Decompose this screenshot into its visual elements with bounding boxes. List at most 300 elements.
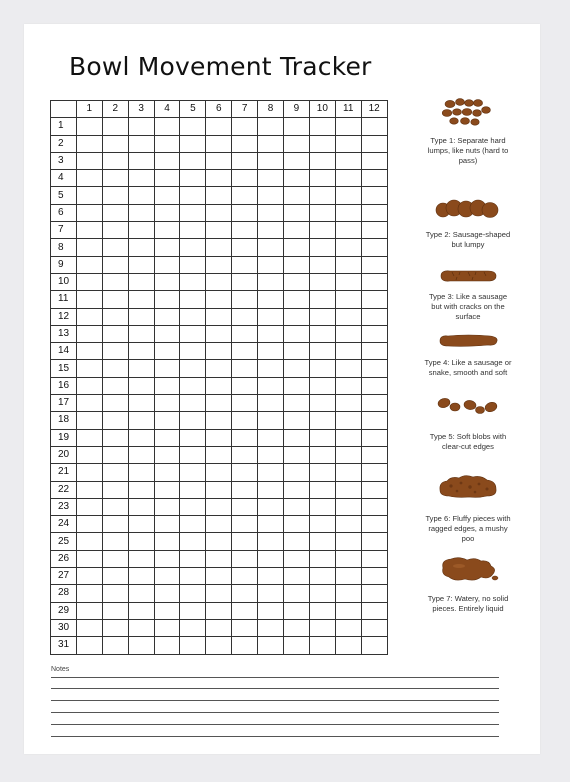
tracker-cell[interactable] <box>361 395 387 412</box>
tracker-cell[interactable] <box>154 481 180 498</box>
tracker-cell[interactable] <box>361 308 387 325</box>
tracker-cell[interactable] <box>284 222 310 239</box>
tracker-cell[interactable] <box>232 239 258 256</box>
tracker-cell[interactable] <box>154 412 180 429</box>
tracker-cell[interactable] <box>76 429 102 446</box>
tracker-cell[interactable] <box>335 550 361 567</box>
note-line[interactable] <box>51 712 499 713</box>
tracker-cell[interactable] <box>128 637 154 654</box>
tracker-cell[interactable] <box>128 273 154 290</box>
tracker-cell[interactable] <box>361 585 387 602</box>
tracker-cell[interactable] <box>180 308 206 325</box>
tracker-cell[interactable] <box>154 343 180 360</box>
tracker-cell[interactable] <box>361 377 387 394</box>
tracker-cell[interactable] <box>309 516 335 533</box>
tracker-cell[interactable] <box>76 550 102 567</box>
tracker-cell[interactable] <box>335 464 361 481</box>
tracker-cell[interactable] <box>335 481 361 498</box>
tracker-cell[interactable] <box>284 637 310 654</box>
tracker-cell[interactable] <box>284 498 310 515</box>
tracker-cell[interactable] <box>76 464 102 481</box>
tracker-cell[interactable] <box>258 498 284 515</box>
tracker-cell[interactable] <box>258 135 284 152</box>
tracker-cell[interactable] <box>232 325 258 342</box>
tracker-cell[interactable] <box>154 256 180 273</box>
tracker-cell[interactable] <box>180 222 206 239</box>
tracker-cell[interactable] <box>76 118 102 135</box>
tracker-cell[interactable] <box>232 360 258 377</box>
tracker-cell[interactable] <box>180 464 206 481</box>
tracker-cell[interactable] <box>284 464 310 481</box>
tracker-cell[interactable] <box>76 325 102 342</box>
tracker-cell[interactable] <box>154 464 180 481</box>
tracker-cell[interactable] <box>335 585 361 602</box>
tracker-cell[interactable] <box>76 135 102 152</box>
tracker-cell[interactable] <box>232 256 258 273</box>
tracker-cell[interactable] <box>128 481 154 498</box>
tracker-cell[interactable] <box>180 377 206 394</box>
tracker-cell[interactable] <box>102 481 128 498</box>
tracker-cell[interactable] <box>284 585 310 602</box>
tracker-cell[interactable] <box>102 187 128 204</box>
tracker-cell[interactable] <box>284 170 310 187</box>
tracker-cell[interactable] <box>180 256 206 273</box>
tracker-cell[interactable] <box>258 464 284 481</box>
tracker-cell[interactable] <box>361 446 387 463</box>
tracker-cell[interactable] <box>206 325 232 342</box>
tracker-cell[interactable] <box>102 360 128 377</box>
tracker-cell[interactable] <box>258 446 284 463</box>
tracker-cell[interactable] <box>180 550 206 567</box>
tracker-cell[interactable] <box>128 568 154 585</box>
tracker-cell[interactable] <box>180 619 206 636</box>
tracker-cell[interactable] <box>309 118 335 135</box>
tracker-cell[interactable] <box>154 152 180 169</box>
tracker-cell[interactable] <box>76 602 102 619</box>
tracker-cell[interactable] <box>258 204 284 221</box>
note-line[interactable] <box>51 736 499 737</box>
tracker-cell[interactable] <box>154 204 180 221</box>
tracker-cell[interactable] <box>102 170 128 187</box>
tracker-cell[interactable] <box>258 395 284 412</box>
tracker-cell[interactable] <box>102 222 128 239</box>
tracker-cell[interactable] <box>309 239 335 256</box>
tracker-cell[interactable] <box>284 429 310 446</box>
tracker-cell[interactable] <box>102 239 128 256</box>
tracker-cell[interactable] <box>361 360 387 377</box>
tracker-cell[interactable] <box>180 516 206 533</box>
tracker-cell[interactable] <box>309 481 335 498</box>
tracker-cell[interactable] <box>206 239 232 256</box>
tracker-cell[interactable] <box>206 360 232 377</box>
tracker-cell[interactable] <box>128 360 154 377</box>
tracker-cell[interactable] <box>284 446 310 463</box>
tracker-cell[interactable] <box>154 533 180 550</box>
tracker-cell[interactable] <box>284 360 310 377</box>
tracker-cell[interactable] <box>361 429 387 446</box>
tracker-cell[interactable] <box>232 170 258 187</box>
tracker-cell[interactable] <box>76 273 102 290</box>
tracker-cell[interactable] <box>258 568 284 585</box>
tracker-cell[interactable] <box>361 498 387 515</box>
tracker-cell[interactable] <box>361 516 387 533</box>
tracker-cell[interactable] <box>335 498 361 515</box>
tracker-cell[interactable] <box>128 239 154 256</box>
tracker-cell[interactable] <box>284 308 310 325</box>
tracker-cell[interactable] <box>154 273 180 290</box>
tracker-cell[interactable] <box>206 533 232 550</box>
tracker-cell[interactable] <box>180 637 206 654</box>
tracker-cell[interactable] <box>309 308 335 325</box>
tracker-cell[interactable] <box>232 118 258 135</box>
tracker-cell[interactable] <box>335 222 361 239</box>
note-line[interactable] <box>51 677 499 678</box>
tracker-cell[interactable] <box>258 118 284 135</box>
tracker-cell[interactable] <box>284 533 310 550</box>
tracker-cell[interactable] <box>335 152 361 169</box>
tracker-cell[interactable] <box>232 152 258 169</box>
tracker-cell[interactable] <box>335 187 361 204</box>
tracker-cell[interactable] <box>361 325 387 342</box>
tracker-cell[interactable] <box>180 343 206 360</box>
tracker-cell[interactable] <box>309 256 335 273</box>
tracker-cell[interactable] <box>154 568 180 585</box>
tracker-cell[interactable] <box>361 152 387 169</box>
tracker-cell[interactable] <box>76 222 102 239</box>
tracker-cell[interactable] <box>128 204 154 221</box>
tracker-cell[interactable] <box>206 446 232 463</box>
tracker-cell[interactable] <box>309 602 335 619</box>
tracker-cell[interactable] <box>206 516 232 533</box>
tracker-cell[interactable] <box>102 395 128 412</box>
tracker-cell[interactable] <box>335 118 361 135</box>
tracker-cell[interactable] <box>309 464 335 481</box>
tracker-cell[interactable] <box>128 464 154 481</box>
tracker-cell[interactable] <box>76 412 102 429</box>
tracker-cell[interactable] <box>232 291 258 308</box>
tracker-cell[interactable] <box>232 395 258 412</box>
tracker-cell[interactable] <box>206 395 232 412</box>
tracker-cell[interactable] <box>361 239 387 256</box>
tracker-cell[interactable] <box>102 568 128 585</box>
tracker-cell[interactable] <box>76 239 102 256</box>
tracker-cell[interactable] <box>206 273 232 290</box>
tracker-cell[interactable] <box>309 498 335 515</box>
tracker-cell[interactable] <box>258 377 284 394</box>
tracker-cell[interactable] <box>180 325 206 342</box>
tracker-cell[interactable] <box>309 395 335 412</box>
tracker-cell[interactable] <box>102 204 128 221</box>
tracker-cell[interactable] <box>128 187 154 204</box>
tracker-cell[interactable] <box>309 204 335 221</box>
tracker-cell[interactable] <box>309 325 335 342</box>
tracker-cell[interactable] <box>361 256 387 273</box>
tracker-cell[interactable] <box>258 619 284 636</box>
tracker-cell[interactable] <box>76 585 102 602</box>
tracker-cell[interactable] <box>361 533 387 550</box>
tracker-cell[interactable] <box>154 170 180 187</box>
tracker-cell[interactable] <box>258 291 284 308</box>
tracker-cell[interactable] <box>258 170 284 187</box>
tracker-cell[interactable] <box>102 585 128 602</box>
tracker-cell[interactable] <box>258 256 284 273</box>
tracker-cell[interactable] <box>102 343 128 360</box>
tracker-cell[interactable] <box>309 273 335 290</box>
tracker-cell[interactable] <box>258 273 284 290</box>
tracker-cell[interactable] <box>258 343 284 360</box>
tracker-cell[interactable] <box>284 395 310 412</box>
tracker-cell[interactable] <box>206 568 232 585</box>
tracker-cell[interactable] <box>309 291 335 308</box>
tracker-cell[interactable] <box>180 135 206 152</box>
tracker-cell[interactable] <box>258 481 284 498</box>
tracker-cell[interactable] <box>180 395 206 412</box>
tracker-cell[interactable] <box>284 256 310 273</box>
tracker-cell[interactable] <box>76 637 102 654</box>
tracker-cell[interactable] <box>206 135 232 152</box>
tracker-cell[interactable] <box>154 429 180 446</box>
tracker-cell[interactable] <box>284 291 310 308</box>
tracker-cell[interactable] <box>258 429 284 446</box>
tracker-cell[interactable] <box>206 222 232 239</box>
tracker-cell[interactable] <box>180 533 206 550</box>
tracker-cell[interactable] <box>232 619 258 636</box>
tracker-cell[interactable] <box>76 377 102 394</box>
tracker-cell[interactable] <box>335 273 361 290</box>
tracker-cell[interactable] <box>335 602 361 619</box>
tracker-cell[interactable] <box>335 325 361 342</box>
tracker-cell[interactable] <box>76 516 102 533</box>
tracker-cell[interactable] <box>102 464 128 481</box>
tracker-cell[interactable] <box>232 481 258 498</box>
tracker-cell[interactable] <box>76 204 102 221</box>
tracker-cell[interactable] <box>180 568 206 585</box>
tracker-cell[interactable] <box>128 516 154 533</box>
tracker-cell[interactable] <box>76 568 102 585</box>
tracker-cell[interactable] <box>284 239 310 256</box>
tracker-cell[interactable] <box>154 325 180 342</box>
tracker-cell[interactable] <box>76 291 102 308</box>
tracker-cell[interactable] <box>335 291 361 308</box>
tracker-cell[interactable] <box>102 256 128 273</box>
note-line[interactable] <box>51 724 499 725</box>
tracker-cell[interactable] <box>206 343 232 360</box>
tracker-cell[interactable] <box>361 637 387 654</box>
tracker-cell[interactable] <box>102 412 128 429</box>
tracker-cell[interactable] <box>335 429 361 446</box>
tracker-cell[interactable] <box>232 498 258 515</box>
tracker-cell[interactable] <box>206 187 232 204</box>
tracker-cell[interactable] <box>154 239 180 256</box>
tracker-cell[interactable] <box>128 602 154 619</box>
tracker-cell[interactable] <box>76 498 102 515</box>
tracker-cell[interactable] <box>258 360 284 377</box>
tracker-cell[interactable] <box>206 637 232 654</box>
tracker-cell[interactable] <box>206 291 232 308</box>
tracker-cell[interactable] <box>180 152 206 169</box>
tracker-cell[interactable] <box>102 533 128 550</box>
tracker-cell[interactable] <box>232 637 258 654</box>
tracker-cell[interactable] <box>102 325 128 342</box>
tracker-cell[interactable] <box>180 429 206 446</box>
tracker-cell[interactable] <box>335 516 361 533</box>
tracker-cell[interactable] <box>309 377 335 394</box>
tracker-cell[interactable] <box>232 585 258 602</box>
tracker-cell[interactable] <box>284 187 310 204</box>
tracker-cell[interactable] <box>206 377 232 394</box>
tracker-cell[interactable] <box>232 273 258 290</box>
tracker-cell[interactable] <box>335 533 361 550</box>
tracker-cell[interactable] <box>102 602 128 619</box>
tracker-cell[interactable] <box>206 481 232 498</box>
tracker-cell[interactable] <box>206 118 232 135</box>
tracker-cell[interactable] <box>154 602 180 619</box>
tracker-cell[interactable] <box>258 325 284 342</box>
tracker-cell[interactable] <box>206 550 232 567</box>
tracker-cell[interactable] <box>361 135 387 152</box>
tracker-cell[interactable] <box>76 152 102 169</box>
tracker-cell[interactable] <box>102 429 128 446</box>
tracker-cell[interactable] <box>258 516 284 533</box>
tracker-cell[interactable] <box>102 446 128 463</box>
tracker-cell[interactable] <box>154 550 180 567</box>
tracker-cell[interactable] <box>284 343 310 360</box>
tracker-cell[interactable] <box>76 256 102 273</box>
tracker-cell[interactable] <box>335 343 361 360</box>
tracker-cell[interactable] <box>361 343 387 360</box>
tracker-cell[interactable] <box>309 429 335 446</box>
tracker-cell[interactable] <box>309 568 335 585</box>
tracker-cell[interactable] <box>335 256 361 273</box>
tracker-cell[interactable] <box>102 273 128 290</box>
tracker-cell[interactable] <box>102 291 128 308</box>
tracker-cell[interactable] <box>361 273 387 290</box>
tracker-cell[interactable] <box>206 498 232 515</box>
tracker-cell[interactable] <box>206 170 232 187</box>
tracker-cell[interactable] <box>180 602 206 619</box>
tracker-cell[interactable] <box>232 446 258 463</box>
tracker-cell[interactable] <box>206 619 232 636</box>
tracker-cell[interactable] <box>361 550 387 567</box>
tracker-cell[interactable] <box>102 135 128 152</box>
tracker-cell[interactable] <box>361 187 387 204</box>
tracker-cell[interactable] <box>102 637 128 654</box>
tracker-cell[interactable] <box>361 464 387 481</box>
tracker-cell[interactable] <box>128 533 154 550</box>
tracker-cell[interactable] <box>258 637 284 654</box>
tracker-cell[interactable] <box>154 135 180 152</box>
tracker-cell[interactable] <box>232 308 258 325</box>
tracker-cell[interactable] <box>128 135 154 152</box>
tracker-cell[interactable] <box>180 446 206 463</box>
tracker-cell[interactable] <box>76 481 102 498</box>
tracker-cell[interactable] <box>335 360 361 377</box>
tracker-cell[interactable] <box>128 222 154 239</box>
tracker-cell[interactable] <box>309 446 335 463</box>
tracker-cell[interactable] <box>335 395 361 412</box>
tracker-cell[interactable] <box>309 619 335 636</box>
tracker-cell[interactable] <box>154 291 180 308</box>
tracker-cell[interactable] <box>335 637 361 654</box>
tracker-cell[interactable] <box>128 118 154 135</box>
tracker-cell[interactable] <box>206 152 232 169</box>
tracker-cell[interactable] <box>284 118 310 135</box>
tracker-cell[interactable] <box>102 516 128 533</box>
tracker-cell[interactable] <box>335 170 361 187</box>
tracker-cell[interactable] <box>284 568 310 585</box>
tracker-cell[interactable] <box>284 152 310 169</box>
tracker-cell[interactable] <box>361 204 387 221</box>
tracker-cell[interactable] <box>154 187 180 204</box>
tracker-cell[interactable] <box>361 602 387 619</box>
tracker-cell[interactable] <box>284 412 310 429</box>
tracker-cell[interactable] <box>335 308 361 325</box>
tracker-cell[interactable] <box>284 550 310 567</box>
tracker-cell[interactable] <box>309 135 335 152</box>
tracker-cell[interactable] <box>128 170 154 187</box>
tracker-cell[interactable] <box>128 256 154 273</box>
tracker-cell[interactable] <box>180 273 206 290</box>
tracker-cell[interactable] <box>361 118 387 135</box>
tracker-cell[interactable] <box>232 516 258 533</box>
tracker-cell[interactable] <box>284 481 310 498</box>
tracker-cell[interactable] <box>128 377 154 394</box>
tracker-cell[interactable] <box>128 152 154 169</box>
tracker-cell[interactable] <box>180 498 206 515</box>
tracker-cell[interactable] <box>154 619 180 636</box>
tracker-cell[interactable] <box>335 135 361 152</box>
tracker-cell[interactable] <box>232 377 258 394</box>
tracker-cell[interactable] <box>309 533 335 550</box>
tracker-cell[interactable] <box>258 550 284 567</box>
tracker-cell[interactable] <box>258 585 284 602</box>
tracker-cell[interactable] <box>232 187 258 204</box>
tracker-cell[interactable] <box>258 239 284 256</box>
tracker-cell[interactable] <box>154 308 180 325</box>
tracker-cell[interactable] <box>284 135 310 152</box>
tracker-cell[interactable] <box>76 533 102 550</box>
tracker-cell[interactable] <box>258 187 284 204</box>
tracker-cell[interactable] <box>232 429 258 446</box>
tracker-cell[interactable] <box>335 377 361 394</box>
tracker-cell[interactable] <box>76 308 102 325</box>
tracker-cell[interactable] <box>128 325 154 342</box>
tracker-cell[interactable] <box>154 118 180 135</box>
tracker-cell[interactable] <box>206 256 232 273</box>
tracker-cell[interactable] <box>154 637 180 654</box>
tracker-cell[interactable] <box>361 222 387 239</box>
tracker-cell[interactable] <box>284 619 310 636</box>
tracker-cell[interactable] <box>232 533 258 550</box>
tracker-cell[interactable] <box>76 619 102 636</box>
tracker-cell[interactable] <box>335 204 361 221</box>
tracker-cell[interactable] <box>180 481 206 498</box>
tracker-cell[interactable] <box>309 412 335 429</box>
tracker-cell[interactable] <box>128 395 154 412</box>
tracker-cell[interactable] <box>309 360 335 377</box>
tracker-cell[interactable] <box>180 412 206 429</box>
tracker-cell[interactable] <box>102 152 128 169</box>
tracker-cell[interactable] <box>258 308 284 325</box>
tracker-cell[interactable] <box>206 585 232 602</box>
tracker-cell[interactable] <box>232 222 258 239</box>
tracker-cell[interactable] <box>76 170 102 187</box>
tracker-cell[interactable] <box>232 412 258 429</box>
tracker-cell[interactable] <box>154 222 180 239</box>
tracker-cell[interactable] <box>309 585 335 602</box>
tracker-cell[interactable] <box>180 170 206 187</box>
tracker-cell[interactable] <box>232 204 258 221</box>
